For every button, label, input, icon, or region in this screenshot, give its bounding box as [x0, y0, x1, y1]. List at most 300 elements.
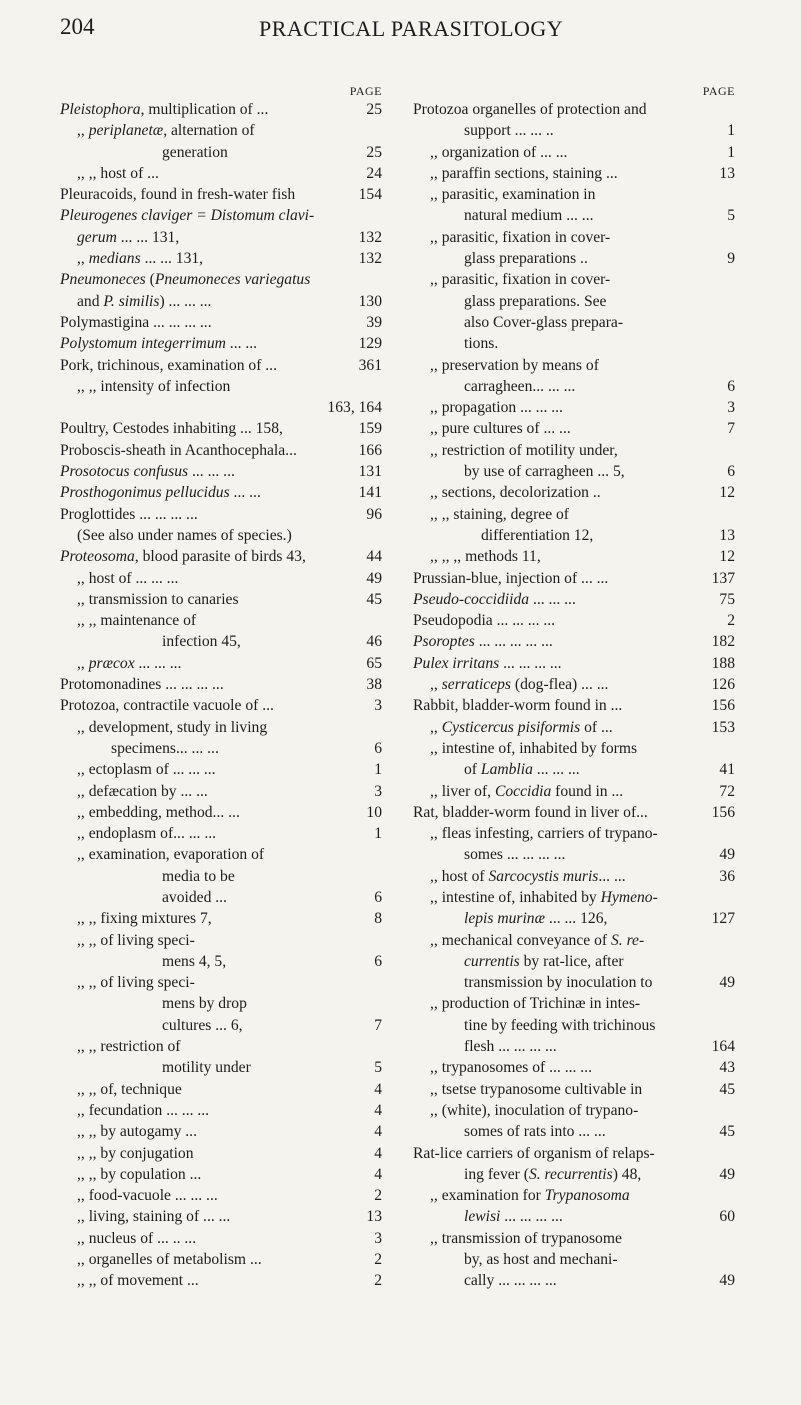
index-entry [60, 1228, 382, 1249]
index-entry [413, 1143, 735, 1164]
index-entry-text: ,, restriction of motility under, [430, 441, 618, 459]
index-entry-text: ,, ,, by autogamy ... [77, 1123, 197, 1141]
index-entry [60, 291, 382, 312]
index-entry-text: ,, ,, ,, methods 11, [430, 548, 541, 566]
index-entry-page: 131 [358, 463, 382, 481]
index-entry-text: specimens... ... ... [111, 739, 219, 757]
index-entry-page: 7 [727, 420, 735, 438]
index-entry-page: 10 [366, 803, 382, 821]
index-entry-page: 25 [366, 143, 382, 161]
index-entry [413, 1185, 735, 1206]
index-entry-text: ,, ,, by copulation ... [77, 1165, 202, 1183]
index-entry-text: ,, food-vacuole ... ... ... [77, 1187, 218, 1205]
index-entry-text: ,, transmission of trypanosome [430, 1229, 622, 1247]
index-entry-page: 127 [711, 910, 735, 928]
index-entry [60, 1185, 382, 1206]
index-entry-text: Prosotocus confusus ... ... ... [60, 463, 235, 481]
index-entry-page: 141 [358, 484, 382, 502]
index-entry-page: 1 [727, 143, 735, 161]
index-entry [60, 120, 382, 141]
index-entry-page: 49 [719, 846, 735, 864]
index-entry-page: 6 [374, 888, 382, 906]
index-entry [60, 972, 382, 993]
index-entry [60, 1036, 382, 1057]
index-entry-text: (See also under names of species.) [77, 526, 292, 544]
index-entry-text: ,, ,, of movement ... [77, 1272, 199, 1290]
index-entry-text: ,, production of Trichinæ in intes- [430, 995, 641, 1013]
index-entry-text: by, as host and mechani- [464, 1251, 618, 1269]
index-entry-text: Poultry, Cestodes inhabiting ... 158, [60, 420, 283, 438]
index-entry-page: 2 [374, 1251, 382, 1269]
index-entry [60, 951, 382, 972]
index-entry [60, 844, 382, 865]
index-entry [413, 99, 735, 120]
index-entry [60, 568, 382, 589]
index-entry-page: 39 [366, 313, 382, 331]
index-entry-text: ,, parasitic, fixation in cover- [430, 228, 611, 246]
index-entry [60, 1015, 382, 1036]
index-entry [413, 717, 735, 738]
index-entry-text: ing fever (S. recurrentis) 48, [464, 1165, 642, 1183]
index-entry [60, 653, 382, 674]
index-entry [413, 1249, 735, 1270]
index-entry-page: 4 [374, 1165, 382, 1183]
index-entry-page: 12 [719, 548, 735, 566]
index-entry [413, 205, 735, 226]
index-entry-text: currentis by rat-lice, after [464, 952, 624, 970]
index-entry-page: 6 [727, 377, 735, 395]
index-entry [413, 844, 735, 865]
index-entry [60, 163, 382, 184]
index-entry-page: 132 [358, 228, 382, 246]
index-entry [413, 951, 735, 972]
index-entry-text: ,, (white), inoculation of trypano- [430, 1101, 639, 1119]
index-entry [60, 227, 382, 248]
index-entry [413, 355, 735, 376]
index-entry [60, 142, 382, 163]
index-entry-page: 36 [719, 867, 735, 885]
index-entry-text: ,, organization of ... ... [430, 143, 568, 161]
index-entry-page: 24 [366, 164, 382, 182]
index-entry [413, 631, 735, 652]
index-entry-text: Pseudo-coccidiida ... ... ... [413, 590, 576, 608]
index-entry-text: flesh ... ... ... ... [464, 1038, 557, 1056]
index-entry-page: 49 [719, 974, 735, 992]
index-entry-text: ,, liver of, Coccidia found in ... [430, 782, 624, 800]
index-entry-text: ,, sections, decolorization .. [430, 484, 601, 502]
index-entry-page: 5 [374, 1059, 382, 1077]
index-entry [413, 482, 735, 503]
index-entry-text: Polystomum integerrimum ... ... [60, 335, 258, 353]
index-entry-text: of Lamblia ... ... ... [464, 761, 580, 779]
index-entry [60, 1206, 382, 1227]
index-entry-text: tine by feeding with trichinous [464, 1016, 656, 1034]
index-entry-text: ,, præcox ... ... ... [77, 654, 182, 672]
index-entry [413, 1057, 735, 1078]
index-entry [413, 1164, 735, 1185]
index-column-right [413, 84, 735, 1292]
index-entry-page: 41 [719, 761, 735, 779]
index-entry-text: ,, ,, of, technique [77, 1080, 182, 1098]
index-entry [413, 184, 735, 205]
index-entry [60, 717, 382, 738]
index-entry-text: ,, intestine of, inhabited by forms [430, 739, 638, 757]
index-entry-text: ,, medians ... ... 131, [77, 250, 204, 268]
index-entry [60, 461, 382, 482]
index-entry [413, 1015, 735, 1036]
index-entry-page: 126 [711, 676, 735, 694]
index-entry-text: ,, propagation ... ... ... [430, 399, 563, 417]
index-entry-page: 130 [358, 292, 382, 310]
index-entry-text: ,, serraticeps (dog-flea) ... ... [430, 676, 609, 694]
index-entry-page: 13 [366, 1208, 382, 1226]
index-entry [413, 248, 735, 269]
index-entry-text: ,, host of Sarcocystis muris... ... [430, 867, 626, 885]
index-entry [60, 1164, 382, 1185]
index-entry-page: 154 [358, 186, 382, 204]
index-entry [413, 418, 735, 439]
index-entry [60, 887, 382, 908]
index-entry-page: 49 [719, 1272, 735, 1290]
index-entry-text: ,, trypanosomes of ... ... ... [430, 1059, 592, 1077]
index-entry-text: ,, host of ... ... ... [77, 569, 179, 587]
index-entry-text: Pleurogenes claviger = Distomum clavi- [60, 207, 315, 225]
index-entry-text: ,, parasitic, examination in [430, 186, 596, 204]
index-entry-text: differentiation 12, [481, 526, 594, 544]
index-entry [60, 333, 382, 354]
index-entry-text: ,, tsetse trypanosome cultivable in [430, 1080, 643, 1098]
index-entry-page: 164 [711, 1038, 735, 1056]
index-entry-page: 2 [727, 612, 735, 630]
index-entry [413, 972, 735, 993]
index-entry [413, 589, 735, 610]
index-entry [413, 376, 735, 397]
index-entry [413, 695, 735, 716]
index-entry-page: 132 [358, 250, 382, 268]
index-entry [60, 269, 382, 290]
index-entry [413, 525, 735, 546]
index-entry [413, 781, 735, 802]
index-entry [60, 205, 382, 226]
index-entry-text: ,, transmission to canaries [77, 590, 239, 608]
index-entry-text: ,, fecundation ... ... ... [77, 1101, 210, 1119]
index-entry-page: 49 [719, 1165, 735, 1183]
index-entry-text: somes ... ... ... ... [464, 846, 566, 864]
index-entry-page: 129 [358, 335, 382, 353]
index-entry-page: 4 [374, 1080, 382, 1098]
index-entry-text: glass preparations .. [464, 250, 588, 268]
index-entry-text: ,, examination for Trypanosoma [430, 1187, 630, 1205]
index-entry [60, 504, 382, 525]
index-entry-page: 45 [719, 1080, 735, 1098]
index-entry [413, 120, 735, 141]
index-entry [60, 1057, 382, 1078]
index-entry [60, 866, 382, 887]
index-entry-text: and P. similis) ... ... ... [77, 292, 212, 310]
index-entry [60, 440, 382, 461]
index-entry-text: Pork, trichinous, examination of ... [60, 356, 277, 374]
index-entry-text: ,, ,, staining, degree of [430, 505, 570, 523]
index-entry [60, 546, 382, 567]
index-entry-page: 96 [366, 505, 382, 523]
index-entry-text: ,, ,, intensity of infection [77, 377, 231, 395]
index-entry [413, 397, 735, 418]
index-entry-text: mens 4, 5, [162, 952, 227, 970]
index-entry-page: 6 [727, 463, 735, 481]
index-entry-page: 60 [719, 1208, 735, 1226]
index-entry [413, 993, 735, 1014]
index-entry-text: ,, defæcation by ... ... [77, 782, 208, 800]
index-entry [60, 610, 382, 631]
index-entry-page: 361 [358, 356, 382, 374]
index-entry [413, 738, 735, 759]
index-entry-page: 1 [374, 825, 382, 843]
index-entry-text: somes of rats into ... ... [464, 1123, 606, 1141]
index-entry-text: natural medium ... ... [464, 207, 594, 225]
index-entry [413, 823, 735, 844]
index-entry [60, 99, 382, 120]
index-entry [413, 866, 735, 887]
index-entry-page: 65 [366, 654, 382, 672]
index-entry-text: ,, endoplasm of... ... ... [77, 825, 217, 843]
index-entry-text: ,, intestine of, inhabited by Hymeno- [430, 888, 658, 906]
index-entry-text: ,, mechanical conveyance of S. re- [430, 931, 645, 949]
index-entry-text: by use of carragheen ... 5, [464, 463, 625, 481]
index-entry [413, 887, 735, 908]
index-entry [60, 993, 382, 1014]
index-entry-text: Psoroptes ... ... ... ... ... [413, 633, 553, 651]
index-entry-text: ,, ,, fixing mixtures 7, [77, 910, 212, 928]
index-entry-text: support ... ... .. [464, 122, 554, 140]
index-entry-page: 13 [719, 164, 735, 182]
index-entry-text: Pulex irritans ... ... ... ... [413, 654, 562, 672]
index-entry-page: 166 [358, 441, 382, 459]
index-entry-page: 4 [374, 1144, 382, 1162]
index-entry-text: Protomonadines ... ... ... ... [60, 676, 224, 694]
index-entry [60, 823, 382, 844]
index-entry-text: ,, pure cultures of ... ... [430, 420, 571, 438]
index-entry [60, 525, 382, 546]
index-entry-page: 2 [374, 1272, 382, 1290]
index-entry-page: 159 [358, 420, 382, 438]
index-entry-text: ,, preservation by means of [430, 356, 599, 374]
index-entry-text: ,, development, study in living [77, 718, 268, 736]
index-entry [413, 908, 735, 929]
index-entry-text: lepis murinæ ... ... 126, [464, 910, 608, 928]
index-entry-text: tions. [464, 335, 499, 353]
index-entry [60, 312, 382, 333]
index-entry-text: Pleistophora, multiplication of ... [60, 101, 269, 118]
index-entry [60, 759, 382, 780]
index-entry [60, 674, 382, 695]
index-entry [413, 674, 735, 695]
index-entry-page: 25 [366, 101, 382, 118]
index-entry-page: 3 [374, 1229, 382, 1247]
index-entry-text: ,, embedding, method... ... [77, 803, 240, 821]
index-entry-page: 5 [727, 207, 735, 225]
index-entry-page: 45 [719, 1123, 735, 1141]
index-entry-text: ,, ,, of living speci- [77, 931, 195, 949]
index-entry [60, 738, 382, 759]
index-entry-page: 6 [374, 739, 382, 757]
index-entry [413, 610, 735, 631]
index-entry-page: 2 [374, 1187, 382, 1205]
index-entry-text: ,, paraffin sections, staining ... [430, 164, 618, 182]
index-entry-page: 7 [374, 1016, 382, 1034]
index-entry [413, 163, 735, 184]
index-entry [60, 802, 382, 823]
page-column-label: PAGE [702, 84, 735, 98]
index-entry-text: Proglottides ... ... ... ... [60, 505, 198, 523]
index-entry [60, 908, 382, 929]
index-entry-text: also Cover-glass prepara- [464, 313, 624, 331]
index-entry [413, 1121, 735, 1142]
index-entry-text: avoided ... [162, 888, 227, 906]
index-entry-text: Rat-lice carriers of organism of relaps- [413, 1144, 655, 1162]
index-entry [413, 269, 735, 290]
index-entry-page: 182 [711, 633, 735, 651]
index-entry-text: lewisi ... ... ... ... [464, 1208, 563, 1226]
index-entry [413, 1206, 735, 1227]
index-entry-text: ,, ,, maintenance of [77, 612, 197, 630]
index-entry [413, 333, 735, 354]
index-entry-text: carragheen... ... ... [464, 377, 576, 395]
index-entry [413, 461, 735, 482]
index-entry-text: generation [162, 143, 228, 161]
index-entry-text: gerum ... ... 131, [77, 228, 180, 246]
index-entry-page: 46 [366, 633, 382, 651]
index-entry [60, 355, 382, 376]
index-entry-text: ,, organelles of metabolism ... [77, 1251, 262, 1269]
index-entry-text: Pseudopodia ... ... ... ... [413, 612, 556, 630]
index-entry-page: 4 [374, 1123, 382, 1141]
index-entry-text: Prosthogonimus pellucidus ... ... [60, 484, 261, 502]
index-entry-text: ,, nucleus of ... .. ... [77, 1229, 197, 1247]
index-entry-page: 137 [711, 569, 735, 587]
index-entry [60, 589, 382, 610]
index-entry [413, 440, 735, 461]
index-entry [60, 1270, 382, 1291]
page-number: 204 [60, 14, 95, 39]
index-entry-text: Prussian-blue, injection of ... ... [413, 569, 609, 587]
index-entry [60, 1121, 382, 1142]
index-entry [60, 184, 382, 205]
index-entry [60, 248, 382, 269]
index-entry [60, 930, 382, 951]
index-entry [413, 1100, 735, 1121]
index-entry [413, 759, 735, 780]
index-entry-page: 44 [366, 548, 382, 566]
index-entry [413, 568, 735, 589]
index-entry-page: 13 [719, 526, 735, 544]
index-entry [60, 781, 382, 802]
index-entry [413, 802, 735, 823]
index-entry-text: Rabbit, bladder-worm found in ... [413, 697, 623, 715]
index-entry-page: 72 [719, 782, 735, 800]
index-entry-text: ,, ectoplasm of ... ... ... [77, 761, 216, 779]
index-entry-text: cultures ... 6, [162, 1016, 243, 1034]
index-entry [413, 1228, 735, 1249]
index-entry-text: Rat, bladder-worm found in liver of... [413, 803, 648, 821]
index-entry-page: 38 [366, 676, 382, 694]
index-entry-text: ,, parasitic, fixation in cover- [430, 271, 611, 289]
index-entry-text: motility under [162, 1059, 251, 1077]
index-entry [413, 227, 735, 248]
index-entry [60, 418, 382, 439]
index-entry-page: 45 [366, 590, 382, 608]
index-entry [60, 695, 382, 716]
index-entry-text: glass preparations. See [464, 292, 607, 310]
index-entry-text: Protozoa organelles of protection and [413, 101, 647, 118]
page-header [0, 0, 801, 40]
index-entry-page: 163, 164 [327, 399, 382, 417]
index-entry-page: 156 [711, 697, 735, 715]
index-entry [60, 1100, 382, 1121]
index-entry-text: ,, examination, evaporation of [77, 846, 265, 864]
index-entry [60, 1079, 382, 1100]
index-entry-page: 12 [719, 484, 735, 502]
index-entry [413, 653, 735, 674]
index-entry-text: Proteosoma, blood parasite of birds 43, [60, 548, 306, 566]
index-entry-text: mens by drop [162, 995, 247, 1013]
index-entry [60, 631, 382, 652]
index-entry-text: media to be [162, 867, 235, 885]
index-entry-text: ,, periplanetæ, alternation of [77, 122, 255, 140]
index-entry-text: ,, ,, of living speci- [77, 974, 195, 992]
page-column-label: PAGE [349, 84, 382, 98]
index-entry-page: 156 [711, 803, 735, 821]
index-entry-page: 188 [711, 654, 735, 672]
index-entry-text: Pleuracoids, found in fresh-water fish [60, 186, 296, 204]
index-entry [413, 546, 735, 567]
index-entry-text: ,, ,, host of ... [77, 164, 159, 182]
index-entry-text: ,, ,, by conjugation [77, 1144, 194, 1162]
index-entry-page: 1 [374, 761, 382, 779]
index-entry [413, 504, 735, 525]
index-entry-page: 9 [727, 250, 735, 268]
index-entry-text: ,, living, staining of ... ... [77, 1208, 231, 1226]
index-entry [60, 397, 382, 418]
index-entry [413, 1079, 735, 1100]
index-entry-page: 8 [374, 910, 382, 928]
index-entry-text: ,, ,, restriction of [77, 1038, 181, 1056]
index-entry-page: 3 [374, 782, 382, 800]
index-entry-page: 3 [727, 399, 735, 417]
index-entry [60, 1249, 382, 1270]
index-entry-text: transmission by inoculation to [464, 974, 653, 992]
index-entry-text: Polymastigina ... ... ... ... [60, 313, 212, 331]
index-entry-page: 75 [719, 590, 735, 608]
index-entry [60, 482, 382, 503]
index-entry [413, 930, 735, 951]
index-entry-page: 49 [366, 569, 382, 587]
index-entry-text: ,, fleas infesting, carriers of trypano- [430, 825, 658, 843]
index-entry [413, 291, 735, 312]
index-entry-page: 1 [727, 122, 735, 140]
index-entry-page: 6 [374, 952, 382, 970]
index-entry-text: cally ... ... ... ... [464, 1272, 557, 1290]
index-entry-text: Pneumoneces (Pneumoneces variegatus [60, 271, 311, 289]
index-entry [60, 1143, 382, 1164]
index-entry [413, 1270, 735, 1291]
index-entry [413, 312, 735, 333]
index-entry [413, 142, 735, 163]
index-entry-page: 43 [719, 1059, 735, 1077]
index-entry-text: Proboscis-sheath in Acanthocephala... [60, 441, 297, 459]
index-entry [413, 1036, 735, 1057]
index-column-left [60, 84, 382, 1292]
index-entry-text: ,, Cysticercus pisiformis of ... [430, 718, 613, 736]
